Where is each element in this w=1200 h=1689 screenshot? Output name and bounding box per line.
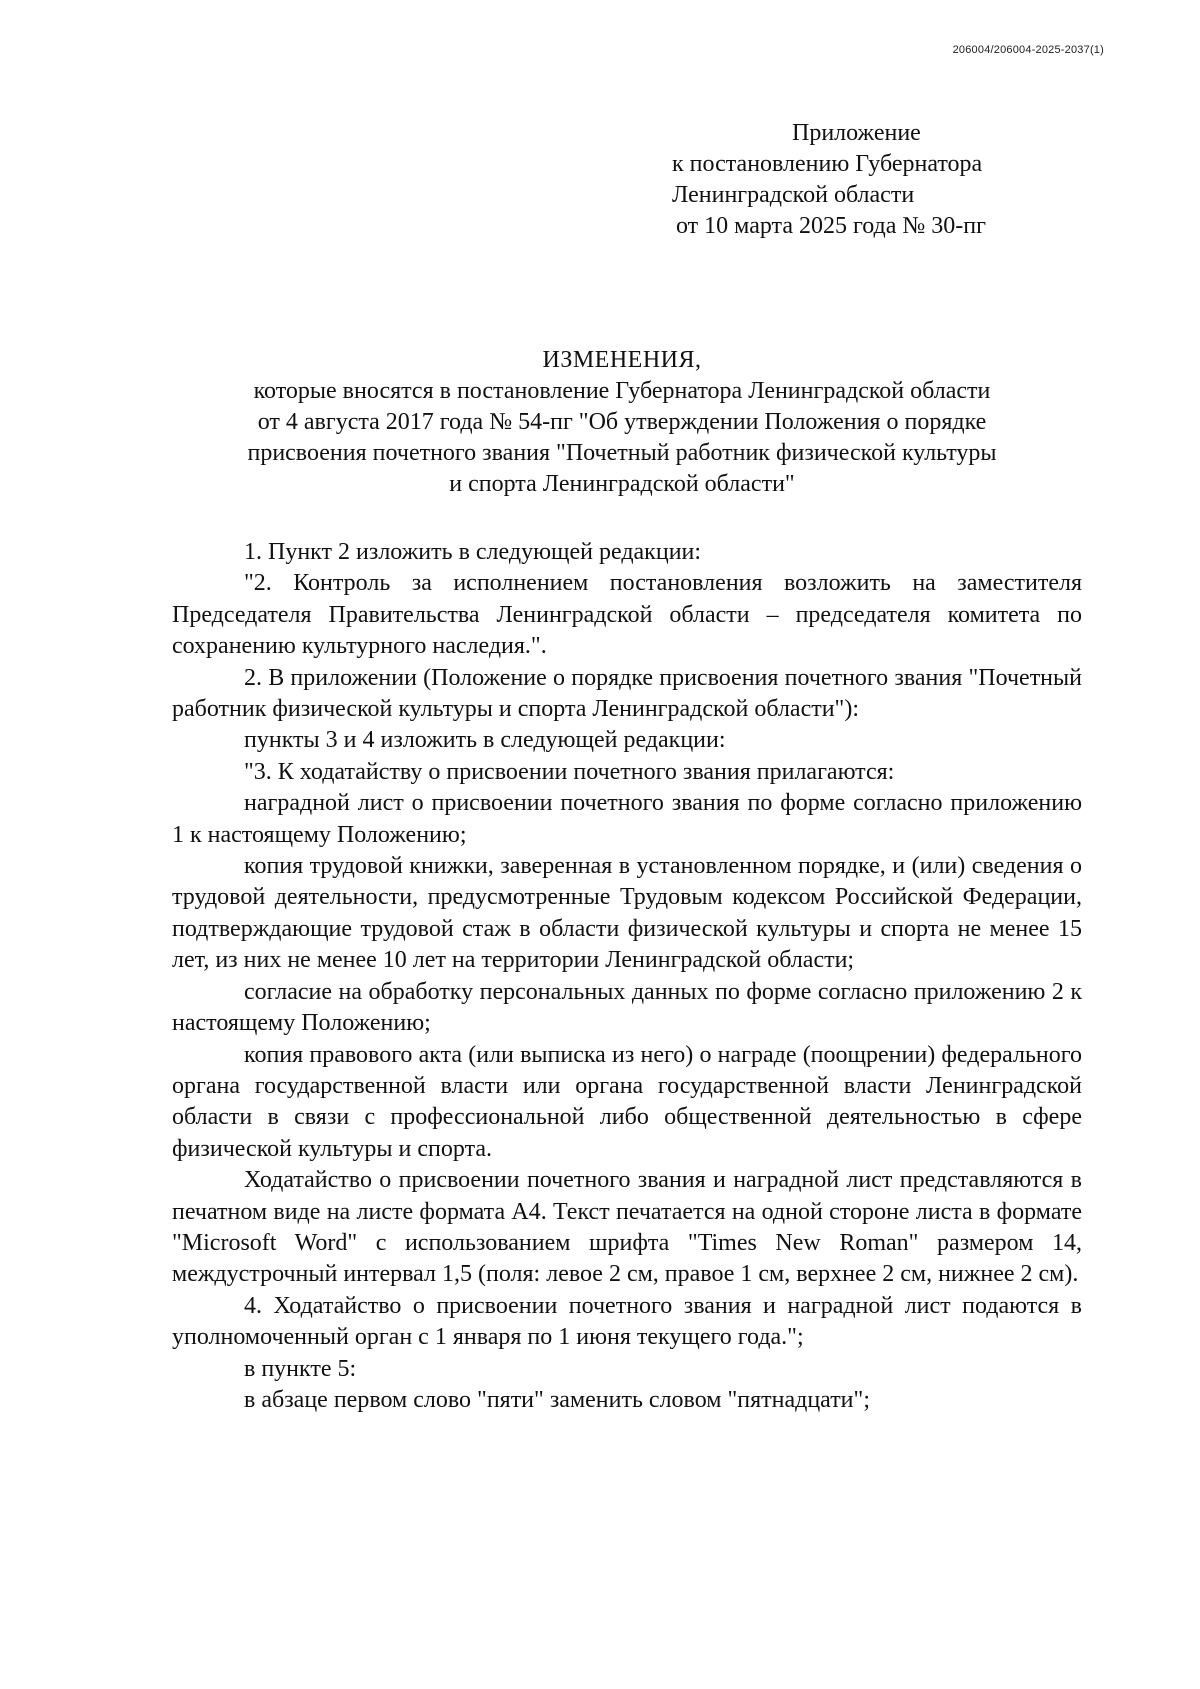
paragraph: в абзаце первом слово "пяти" заменить словом "пятнадцати"; xyxy=(244,1386,870,1413)
paragraph: 2. В приложении (Положение о порядке присвоения почетного звания "Почетный работник физической культуры и спорта Ленинградской области"): xyxy=(172,664,1082,723)
paragraph: 4. Ходатайство о присвоении почетного звания и наградной лист подаются в уполномоченный орган с 1 января по 1 июня текущего года."; xyxy=(172,1292,1082,1351)
appendix-line-date: от 10 марта 2025 года № 30-пг xyxy=(676,213,986,239)
appendix-line-resolution: к постановлению Губернатора xyxy=(672,151,983,177)
paragraph: наградной лист о присвоении почетного звания по форме согласно приложению 1 к настоящему Положению; xyxy=(172,790,1082,848)
appendix-header xyxy=(672,118,986,242)
paragraph: "2. Контроль за исполнением постановления возложить на заместителя Председателя Правительства Ленинградской области – председателя комитета по сохранению культурного наследия.". xyxy=(172,570,1082,660)
paragraph: копия трудовой книжки, заверенная в установленном порядке, и (или) сведения о трудовой деятельности, предусмотренные Трудовым кодексом Российской Федерации, подтверждающие трудовой стаж в области физической культуры и спорта не менее 15 лет, из них не менее 10 лет на территории Ленинградской области; xyxy=(172,853,1082,974)
document-id: 206004/206004-2025-2037(1) xyxy=(952,44,1104,56)
paragraph: "3. К ходатайству о присвоении почетного звания прилагаются: xyxy=(244,758,895,785)
document-title xyxy=(172,345,1072,500)
title-line: которые вносятся в постановление Губернатора Ленинградской области xyxy=(253,378,991,404)
title-line: присвоения почетного звания "Почетный работник физической культуры xyxy=(247,440,997,466)
appendix-line-region: Ленинградской области xyxy=(672,182,915,208)
paragraph: пункты 3 и 4 изложить в следующей редакции: xyxy=(244,727,726,754)
appendix-title: Приложение xyxy=(792,120,921,146)
title-heading: ИЗМЕНЕНИЯ, xyxy=(542,347,702,373)
paragraph: в пункте 5: xyxy=(244,1355,357,1382)
paragraph: Ходатайство о присвоении почетного звания и наградной лист представляются в печатном виде на листе формата А4. Текст печатается на одной стороне листа в формате "Microsoft Word" с использованием шрифта "Times New Roman" размером 14, междустрочный интервал 1,5 (поля: левое 2 см, правое 1 см, верхнее 2 см, нижнее 2 см). xyxy=(172,1167,1082,1288)
title-line: от 4 августа 2017 года № 54-пг "Об утверждении Положения о порядке xyxy=(257,409,987,435)
paragraph: 1. Пункт 2 изложить в следующей редакции: xyxy=(244,539,702,565)
title-line: и спорта Ленинградской области" xyxy=(449,471,795,497)
paragraph: согласие на обработку персональных данных по форме согласно приложению 2 к настоящему Положению; xyxy=(172,978,1082,1037)
paragraph: копия правового акта (или выписка из него) о награде (поощрении) федерального органа государственной власти или органа государственной власти Ленинградской области в связи с профессиональной либо общественной деятельностью в сфере физической культуры и спорта. xyxy=(172,1041,1082,1162)
document-body xyxy=(172,537,1082,1416)
